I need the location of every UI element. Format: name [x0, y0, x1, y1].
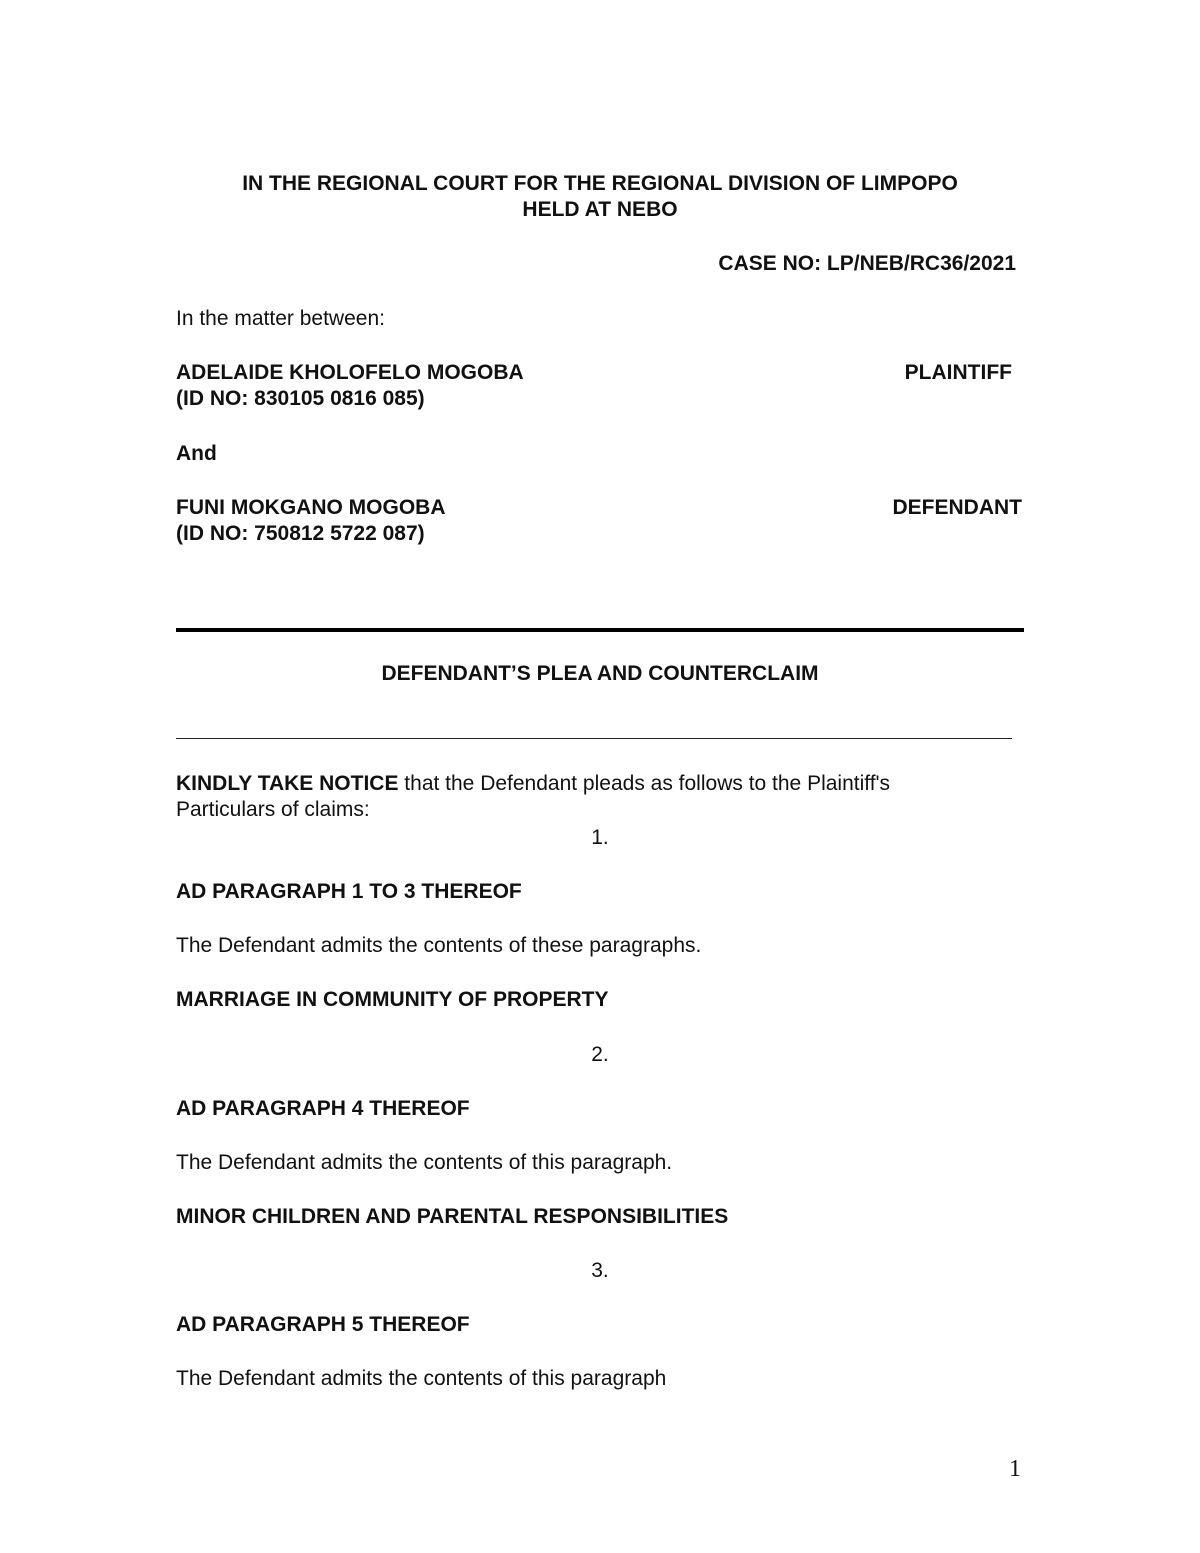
plaintiff-id: (ID NO: 830105 0816 085) [176, 387, 425, 410]
paragraph-number-3: 3. [591, 1259, 609, 1282]
section-heading-2: AD PARAGRAPH 4 THEREOF [176, 1097, 470, 1120]
defendant-id: (ID NO: 750812 5722 087) [176, 522, 425, 545]
section-subject-3: MINOR CHILDREN AND PARENTAL RESPONSIBILITIES [176, 1205, 729, 1228]
section-heading-3: AD PARAGRAPH 5 THEREOF [176, 1313, 470, 1336]
plaintiff-role: PLAINTIFF [904, 361, 1012, 384]
plaintiff-name: ADELAIDE KHOLOFELO MOGOBA [176, 361, 524, 384]
title-top-rule [176, 628, 1024, 632]
notice-line-2: Particulars of claims: [176, 798, 370, 821]
parties-intro: In the matter between: [176, 307, 385, 330]
defendant-name: FUNI MOKGANO MOGOBA [176, 496, 446, 519]
notice-lead: KINDLY TAKE NOTICE [176, 772, 399, 795]
defendant-role: DEFENDANT [892, 496, 1022, 519]
paragraph-number-1: 1. [591, 826, 609, 849]
held-at-heading: HELD AT NEBO [522, 198, 678, 221]
paragraph-number-2: 2. [591, 1043, 609, 1066]
section-body-3: The Defendant admits the contents of this paragraph [176, 1367, 667, 1390]
section-body-2: The Defendant admits the contents of this paragraph. [176, 1151, 673, 1174]
notice-text: that the Defendant pleads as follows to the Plaintiff's [398, 772, 891, 795]
section-body-1: The Defendant admits the contents of these paragraphs. [176, 934, 702, 957]
notice-line-1 [176, 771, 890, 797]
parties-conjunction: And [176, 442, 217, 465]
document-title: DEFENDANT’S PLEA AND COUNTERCLAIM [381, 662, 819, 685]
case-number: CASE NO: LP/NEB/RC36/2021 [718, 252, 1016, 275]
court-heading: IN THE REGIONAL COURT FOR THE REGIONAL DIVISION OF LIMPOPO [242, 172, 958, 195]
title-bottom-rule [176, 738, 1012, 739]
section-heading-1: AD PARAGRAPH 1 TO 3 THEREOF [176, 880, 522, 903]
page-number: 1 [1009, 1456, 1021, 1482]
section-subject-2: MARRIAGE IN COMMUNITY OF PROPERTY [176, 988, 609, 1011]
